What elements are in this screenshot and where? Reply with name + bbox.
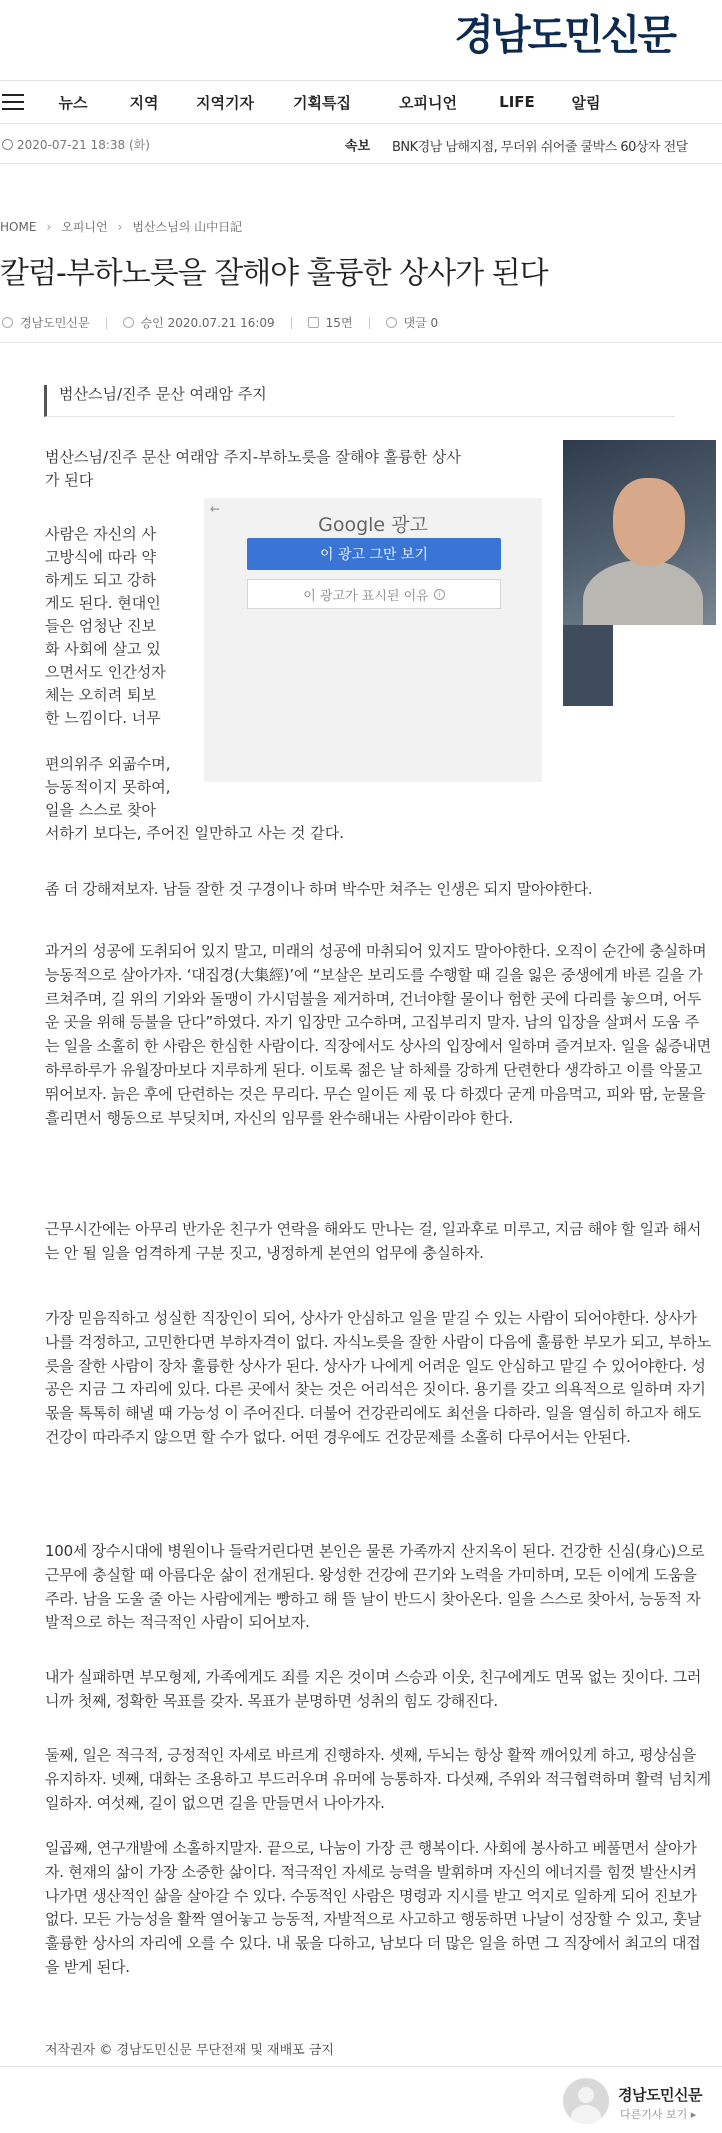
google-ad: [204, 498, 542, 782]
nav-item-region[interactable]: 지역: [129, 93, 159, 112]
breaking-news-link[interactable]: BNK경남 남해지점, 무더위 쉬어줄 쿨박스 60상자 전달: [392, 140, 688, 155]
back-arrow-icon[interactable]: ←: [210, 502, 221, 516]
article-paragraph: 둘째, 일은 적극적, 긍정적인 자세로 바르게 진행하자. 셋째, 두뇌는 항상 활짝 깨어있게 하고, 평상심을 유지하자. 넷째, 대화는 조용하고 부드러우며 유머에 능통하자. 다섯째, 주위와 적극협력하며 활력 넘치게 일하자. 여섯째, 길이 없으면 길을 만들면서 나아가자.: [45, 1746, 711, 1812]
copyright-notice: 저작권자 © 경남도민신문 무단전재 및 재배포 금지: [45, 2043, 334, 2058]
nav-item-region-reporter[interactable]: 지역기자: [196, 93, 254, 112]
chevron-right-icon: ›: [117, 219, 123, 234]
nav-item-opinion[interactable]: 오피니언: [399, 93, 457, 112]
article-meta: [2, 314, 438, 331]
text-line: 들은 엄청난 진보: [45, 617, 156, 635]
text-line: 게도 된다. 현대인: [45, 594, 161, 612]
chevron-right-icon: ›: [46, 219, 52, 234]
meta-page: [308, 314, 353, 331]
text-line: 고방식에 따라 약: [45, 548, 156, 566]
meta-page-text: 15면: [325, 316, 353, 330]
divider: [0, 342, 722, 343]
divider: [106, 317, 107, 329]
current-date-text: 2020-07-21 18:38 (화): [17, 138, 150, 152]
text-line: 화 사회에 살고 있: [45, 640, 161, 658]
lead-line: 범산스님/진주 문산 여래암 주지-부하노릇을 잘해야 훌륭한 상사: [45, 448, 461, 466]
site-logo[interactable]: 경남도민신문: [454, 11, 674, 59]
article-paragraph: 과거의 성공에 도취되어 있지 말고, 미래의 성공에 마취되어 있지도 말아야한다. 오직이 순간에 충실하며 능동적으로 살아가자. ‘대집경(大集經)’에 “보살은 보리도를 수행할 때 길을 잃은 중생에게 바른 길을 가르쳐주며, 길 위의 기와와 돌맹이 가시덤불을 제거하며, 건너야할 물이나 험한 곳에 다리를 놓으며, 어두운 곳을 위해 등불을 단다”하였다. 자기 입장만 고수하며, 고집부리지 말자. 남의 입장을 살펴서 도움 주는 일을 소홀히 한 사람은 한심한 사람이다. 직장에서도 상사의 입장에서 일하며 즐겨보자. 일을 싫증내면 하루하루가 유월장마보다 지루하게 된다. 이토록 젊은 날 하체를 강하게 단련한다 생각하고 이를 악물고 뛰어보자. 늙은 후에 단련하는 것은 무리다. 무슨 일이든 제 몫 다 하겠다 굳게 마음먹고, 피와 땀, 눈물을 흘리면서 행동으로 부딪치며, 자신의 임무를 완수해내는 사람이라야 한다.: [45, 942, 711, 1127]
breadcrumb-opinion[interactable]: 오피니언: [61, 220, 108, 234]
article-paragraph: 근무시간에는 아무리 반가운 친구가 연락을 해와도 만나는 걸, 일과후로 미루고, 지금 해야 할 일과 해서는 안 될 일을 엄격하게 구분 짓고, 냉정하게 본연의 업무에 충실하자.: [45, 1220, 702, 1262]
masthead: [0, 0, 722, 70]
article-byline: 범산스님/진주 문산 여래암 주지: [44, 385, 675, 417]
comment-icon: [386, 317, 397, 328]
author-photo: [563, 440, 716, 625]
text-line: 으면서도 인간성자: [45, 663, 166, 681]
divider: [0, 2066, 722, 2067]
meta-approved: [123, 314, 275, 331]
breaking-label: 속보: [345, 139, 371, 154]
nav-item-notice[interactable]: 알림: [571, 93, 601, 112]
article-paragraph: 내가 실패하면 부모형제, 가족에게도 죄를 지은 것이며 스승과 이웃, 친구에게도 면목 없는 짓이다. 그러니까 첫째, 정확한 목표를 갖자. 목표가 분명하면 성취의 힘도 강해진다.: [45, 1668, 702, 1710]
text-line: 사람은 자신의 사: [45, 525, 156, 543]
meta-source-text: 경남도민신문: [20, 316, 90, 330]
avatar: [563, 2078, 609, 2124]
clock-icon: [2, 139, 13, 150]
text-line: 편의위주 외곪수며,: [45, 755, 171, 773]
breadcrumb-column[interactable]: 범산스님의 山中日記: [132, 220, 243, 234]
text-line: 하게도 되고 강하: [45, 571, 156, 589]
info-icon: i: [434, 589, 445, 600]
text-line: 능동적이지 못하여,: [45, 778, 171, 796]
article-paragraph: 가장 믿음직하고 성실한 직장인이 되어, 상사가 안심하고 일을 맡길 수 있는 사람이 되어야한다. 상사가 나를 걱정하고, 고민한다면 부하자격이 없다. 자식노릇을 잘한 사람이 다음에 훌륭한 부모가 되고, 부하노릇을 잘한 사람이 장차 훌륭한 상사가 된다. 상사가 나에게 어려운 일도 안심하고 맡길 수 있어야한다. 성공은 지금 그 자리에 있다. 다른 곳에서 찾는 것은 어리석은 짓이다. 용기를 갖고 의욕적으로 일하며 자기 몫을 톡톡히 해낼 때 가능성 이 주어진다. 더불어 건강관리에도 최선을 다하라. 일을 열심히 하고자 해도 건강이 따라주지 않으면 할 수가 없다. 어떤 경우에도 건강문제를 소홀히 다루어서는 안된다.: [45, 1309, 711, 1446]
top-info-bar: [0, 124, 722, 164]
text-line: 체는 오히려 퇴보: [45, 686, 156, 704]
text-line: 한 느낌이다. 너무: [45, 709, 161, 727]
meta-source: [2, 314, 90, 331]
text-line: 일을 스스로 찾아: [45, 801, 156, 819]
meta-comments[interactable]: [386, 314, 439, 331]
ad-brand: Google 광고: [318, 514, 428, 536]
article-text-wide: 서하기 보다는, 주어진 일만하고 사는 것 같다.: [45, 824, 344, 842]
article-paragraph: 일곱째, 연구개발에 소홀하지말자. 끝으로, 나눔이 가장 큰 행복이다. 사회에 봉사하고 베풀면서 살아가자. 현재의 삶이 가장 소중한 삶이다. 적극적인 자세로 능력을 발휘하며 자신의 에너지를 힘껏 발산시켜 나가면 생산적인 삶을 살아갈 수 있다. 수동적인 사람은 명령과 지시를 받고 억지로 일하게 되어 진보가 없다. 모든 가능성을 활짝 열어놓고 능동적, 자발적으로 사고하고 행동하면 나날이 성장할 수 있고, 훗날 훌륭한 상사의 자리에 오를 수 있다. 내 몫을 다하고, 남보다 더 많은 일을 하면 그 직장에서 최고의 대접을 받게 된다.: [45, 1839, 702, 1976]
why-ad-button[interactable]: [247, 579, 501, 609]
article-text-mid: [45, 753, 205, 822]
divider: [369, 317, 370, 329]
reporter-name: 경남도민신문: [618, 2086, 702, 2104]
nav-item-special[interactable]: 기획특집: [293, 93, 351, 112]
user-icon: [2, 317, 13, 328]
page-icon: [308, 317, 319, 328]
article-text-narrow: [45, 523, 185, 730]
meta-comments-text[interactable]: 댓글 0: [403, 316, 439, 330]
article-lead: [45, 446, 545, 492]
more-articles-link[interactable]: 다른기사 보기 ▸: [620, 2108, 697, 2121]
meta-approved-text: 승인 2020.07.21 16:09: [140, 316, 275, 330]
nav-item-life[interactable]: LIFE: [499, 93, 535, 111]
divider: [291, 317, 292, 329]
article-paragraph: 100세 장수시대에 병원이나 들락거린다면 본인은 물론 가족까지 산지옥이 된다. 건강한 신심(身心)으로 근무에 충실할 때 아름다운 삶이 전개된다. 왕성한 건강에 끈기와 노력을 가미하며, 모든 이에게 도움을 주라. 남을 도울 줄 아는 사람에게는 빵하고 해 뜰 날이 반드시 찾아온다. 일을 스스로 찾아서, 능동적 자발적으로 하는 적극적인 사람이 되어보자.: [45, 1542, 705, 1632]
stop-ad-button[interactable]: 이 광고 그만 보기: [247, 538, 501, 570]
article-title: 칼럼-부하노릇을 잘해야 훌륭한 상사가 된다: [0, 256, 548, 291]
main-nav: [0, 80, 722, 124]
why-ad-label: 이 광고가 표시된 이유: [303, 588, 429, 604]
nav-item-news[interactable]: 뉴스: [58, 93, 88, 112]
clock-icon: [123, 317, 134, 328]
breadcrumb-home[interactable]: HOME: [0, 219, 37, 234]
article-paragraph: 좀 더 강해져보자. 남들 잘한 것 구경이나 하며 박수만 쳐주는 인생은 되지 말아야한다.: [45, 880, 593, 898]
lead-line: 가 된다: [45, 471, 94, 489]
current-date: [2, 136, 150, 153]
menu-icon[interactable]: [2, 94, 24, 110]
breadcrumb: [0, 218, 242, 235]
